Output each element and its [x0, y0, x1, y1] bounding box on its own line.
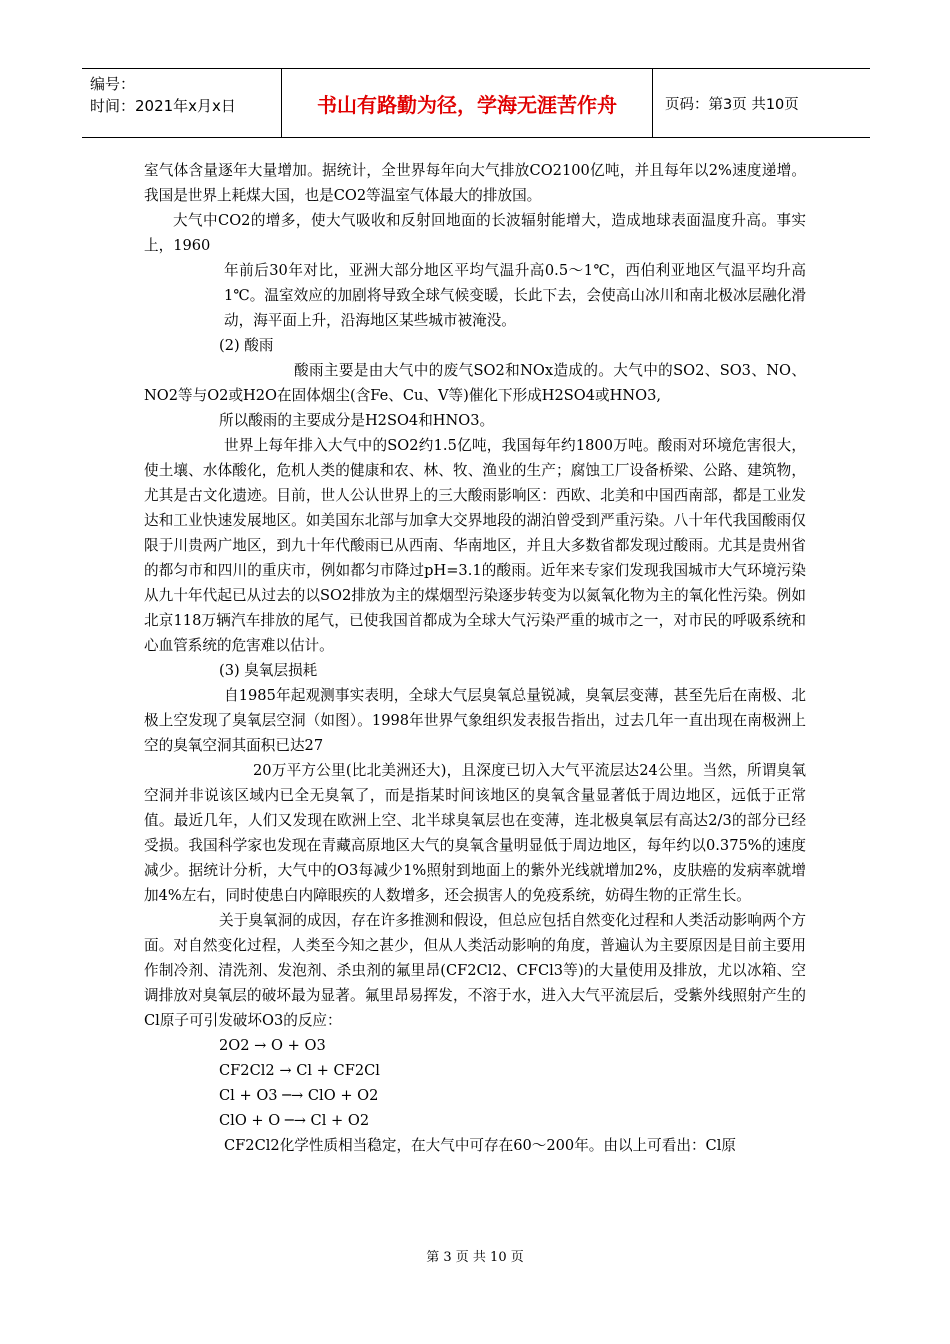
section-heading: (2) 酸雨	[219, 337, 274, 354]
page-footer: 第 3 页 共 10 页	[426, 1250, 524, 1265]
equation: Cl + O3 ─→ ClO + O2	[219, 1087, 379, 1104]
paragraph: 世界上每年排入大气中的SO2约1.5亿吨，我国每年约1800万吨。酸雨对环境危害很大，使土壤、水体酸化，危机人类的健康和农、林、牧、渔业的生产；腐蚀工厂设备桥梁、公路、建筑物，尤其是古文化遗迹。目前，世人公认世界上的三大酸雨影响区：西欧、北美和中国西南部，都是工业发达和工业快速发展地区。如美国东北部与加拿大交界地段的湖泊曾受到严重污染。八十年代我国酸雨仅限于川贵两广地区，到九十年代酸雨已从西南、华南地区，并且大多数省都发现过酸雨。尤其是贵州省的都匀市和四川的重庆市，例如都匀市降过pH=3.1的酸雨。近年来专家们发现我国城市大气环境污染从九十年代起已从过去的以SO2排放为主的煤烟型污染逐步转变为以氮氧化物为主的氧化性污染。例如北京118万辆汽车排放的尾气，已使我国首都成为全球大气污染严重的城市之一，对市民的呼吸系统和心血管系统的危害难以估计。	[144, 437, 806, 654]
paragraph: 室气体含量逐年大量增加。据统计，全世界每年向大气排放CO2100亿吨，并且每年以2%速度递增。我国是世界上耗煤大国，也是CO2等温室气体最大的排放国。	[144, 162, 806, 204]
equation: ClO + O ─→ Cl + O2	[219, 1112, 370, 1129]
paragraph: 20万平方公里(比北美洲还大)，且深度已切入大气平流层达24公里。当然，所谓臭氧空洞并非说该区域内已全无臭氧了，而是指某时间该地区的臭氧含量显著低于周边地区，远低于正常值。最近几年，人们又发现在欧洲上空、北半球臭氧层也在变薄，连北极臭氧层有高达2/3的部分已经受损。我国科学家也发现在青藏高原地区大气的臭氧含量明显低于周边地区，每年约以0.375%的速度减少。据统计分析，大气中的O3每减少1%照射到地面上的紫外光线就增加2%，皮肤癌的发病率就增加4%左右，同时使患白内障眼疾的人数增多，还会损害人的免疫系统，妨碍生物的正常生长。	[144, 762, 806, 904]
paragraph: 大气中CO2的增多，使大气吸收和反射回地面的长波辐射能增大，造成地球表面温度升高。事实上，1960	[144, 212, 806, 254]
header-meta	[82, 69, 282, 137]
page-header	[82, 68, 870, 138]
paragraph: 酸雨主要是由大气中的废气SO2和NOx造成的。大气中的SO2、SO3、NO、NO2等与O2或H2O在固体烟尘(含Fe、Cu、V等)催化下形成H2SO4或HNO3,	[144, 362, 806, 404]
body-text	[144, 158, 806, 1158]
header-motto: 书山有路勤为径，学海无涯苦作舟	[282, 69, 653, 137]
document-number-label: 编号：	[90, 75, 136, 93]
document-time-label: 时间：2021年x月x日	[90, 97, 236, 115]
paragraph: 年前后30年对比，亚洲大部分地区平均气温升高0.5～1℃，西伯利亚地区气温平均升高1℃。温室效应的加剧将导致全球气候变暖，长此下去，会使高山冰川和南北极冰层融化滑动，海平面上升，沿海地区某些城市被淹没。	[224, 262, 806, 329]
header-page-number: 页码：第3页 共10页	[665, 96, 799, 113]
equation: CF2Cl2 → Cl + CF2Cl	[219, 1062, 380, 1079]
equation: 2O2 → O + O3	[219, 1037, 326, 1054]
paragraph: 所以酸雨的主要成分是H2SO4和HNO3。	[219, 412, 495, 429]
paragraph: 自1985年起观测事实表明，全球大气层臭氧总量锐减，臭氧层变薄，甚至先后在南极、北极上空发现了臭氧层空洞（如图）。1998年世界气象组织发表报告指出，过去几年一直出现在南极洲上空的臭氧空洞其面积已达27	[144, 687, 806, 754]
paragraph: 关于臭氧洞的成因，存在许多推测和假设，但总应包括自然变化过程和人类活动影响两个方面。对自然变化过程，人类至今知之甚少，但从人类活动影响的角度，普遍认为主要原因是目前主要用作制冷剂、清洗剂、发泡剂、杀虫剂的氟里昂(CF2Cl2、CFCl3等)的大量使用及排放，尤以冰箱、空调排放对臭氧层的破坏最为显著。氟里昂易挥发，不溶于水，进入大气平流层后，受紫外线照射产生的Cl原子可引发破坏O3的反应：	[144, 912, 806, 1029]
section-heading: (3) 臭氧层损耗	[219, 662, 318, 679]
paragraph: CF2Cl2化学性质相当稳定，在大气中可存在60～200年。由以上可看出：Cl原	[224, 1137, 736, 1154]
